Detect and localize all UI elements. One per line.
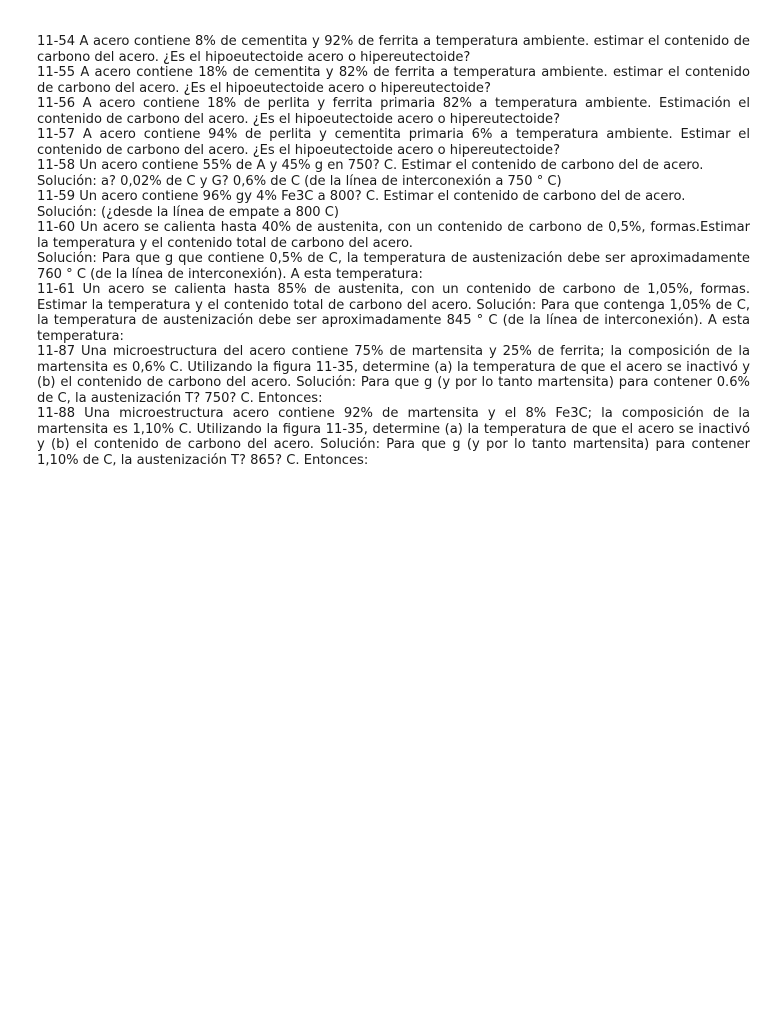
paragraph-11-88: 11-88 Una microestructura acero contiene 92% de martensita y el 8% Fe3C; la composición de la martensita es 1,10% C. Utilizando la figura 11-35, determine (a) la temperatura de que el acero se inactivó y (b) el contenido de carbono del acero. Solución: Para que g (y por lo tanto martensita) para contener 1,10% de C, la austenización T? 865? C. Entonces: xyxy=(37,406,750,468)
paragraph-11-55: 11-55 A acero contiene 18% de cementita y 82% de ferrita a temperatura ambiente. estimar el contenido de carbono del acero. ¿Es el hipoeutectoide acero o hipereutectoide? xyxy=(37,65,750,96)
paragraph-11-57: 11-57 A acero contiene 94% de perlita y cementita primaria 6% a temperatura ambiente. Estimar el contenido de carbono del acero. ¿Es el hipoeutectoide acero o hipereutectoide? xyxy=(37,127,750,158)
paragraph-11-61: 11-61 Un acero se calienta hasta 85% de austenita, con un contenido de carbono de 1,05%, formas. Estimar la temperatura y el contenido total de carbono del acero. Solución: Para que contenga 1,05% de C, la temperatura de austenización debe ser aproximadamente 845 ° C (de la línea de interconexión). A esta temperatura: xyxy=(37,282,750,344)
paragraph-11-56: 11-56 A acero contiene 18% de perlita y ferrita primaria 82% a temperatura ambiente. Estimación el contenido de carbono del acero. ¿Es el hipoeutectoide acero o hipereutectoide? xyxy=(37,96,750,127)
solution-11-58: Solución: a? 0,02% de C y G? 0,6% de C (de la línea de interconexión a 750 ° C) xyxy=(37,173,562,189)
paragraph-11-58: 11-58 Un acero contiene 55% de A y 45% g en 750? C. Estimar el contenido de carbono del de acero. xyxy=(37,158,704,173)
paragraph-11-60: 11-60 Un acero se calienta hasta 40% de austenita, con un contenido de carbono de 0,5%, formas.Estimar la temperatura y el contenido total de carbono del acero. xyxy=(37,220,750,251)
paragraph-11-59: 11-59 Un acero contiene 96% gy 4% Fe3C a 800? C. Estimar el contenido de carbono del de acero. xyxy=(37,189,686,204)
paragraph-11-54: 11-54 A acero contiene 8% de cementita y 92% de ferrita a temperatura ambiente. estimar el contenido de carbono del acero. ¿Es el hipoeutectoide acero o hipereutectoide? xyxy=(37,34,750,65)
solution-11-59: Solución: (¿desde la línea de empate a 800 C) xyxy=(37,204,340,220)
solution-11-60: Solución: Para que g que contiene 0,5% de C, la temperatura de austenización debe ser aproximadamente 760 ° C (de la línea de interconexión). A esta temperatura: xyxy=(37,251,750,282)
document-page xyxy=(37,34,750,468)
paragraph-11-87: 11-87 Una microestructura del acero contiene 75% de martensita y 25% de ferrita; la composición de la martensita es 0,6% C. Utilizando la figura 11-35, determine (a) la temperatura de que el acero se inactivó y (b) el contenido de carbono del acero. Solución: Para que g (y por lo tanto martensita) para contener 0.6% de C, la austenización T? 750? C. Entonces: xyxy=(37,344,750,406)
